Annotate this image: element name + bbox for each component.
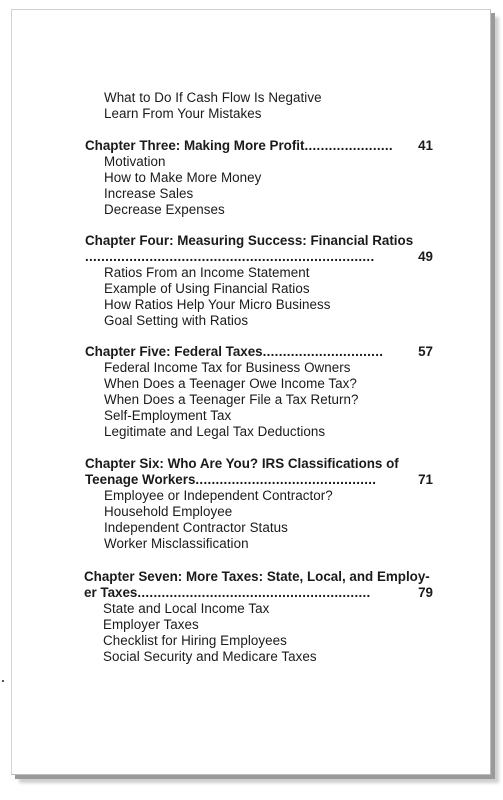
toc-subentry: Independent Contractor Status [104, 520, 288, 535]
chapter-title: er Taxes [84, 585, 138, 600]
toc-subentry: Decrease Expenses [104, 202, 225, 217]
toc-subentry: Social Security and Medicare Taxes [103, 649, 317, 664]
toc-subentry: Legitimate and Legal Tax Deductions [104, 424, 326, 439]
toc-subentry: Learn From Your Mistakes [104, 106, 262, 121]
toc-subentry: How to Make More Money [104, 170, 262, 185]
toc-subentry: Increase Sales [104, 186, 194, 201]
dot-leader: ........................................................................ [85, 249, 375, 264]
chapter-title: Teenage Workers [85, 472, 196, 487]
chapter-page-number: 49 [418, 249, 433, 264]
chapter-page-number: 71 [418, 472, 433, 487]
chapter-page-number: 79 [418, 585, 433, 600]
toc-subentry: Employer Taxes [103, 617, 199, 632]
chapter-heading-five [85, 344, 433, 360]
chapter-title: Chapter Five: Federal Taxes [85, 344, 263, 359]
toc-subentry: When Does a Teenager Owe Income Tax? [104, 376, 357, 391]
chapter-heading-continued [85, 472, 433, 488]
toc-subentry: Self-Employment Tax [104, 408, 232, 423]
toc-subentry: Federal Income Tax for Business Owners [104, 360, 351, 375]
toc-subentry: What to Do If Cash Flow Is Negative [104, 90, 322, 105]
dot-leader: .............................. [262, 344, 384, 359]
dot-leader: .......................................................... [137, 585, 371, 600]
chapter-page-number: 41 [418, 138, 433, 153]
toc-subentry: Worker Misclassification [104, 536, 249, 551]
chapter-heading-three [85, 138, 433, 154]
chapter-heading-four: Chapter Four: Measuring Success: Financial Ratios [85, 233, 414, 248]
chapter-heading-six: Chapter Six: Who Are You? IRS Classifications of [85, 456, 399, 471]
chapter-page-number: 57 [418, 344, 433, 359]
toc-subentry: Employee or Independent Contractor? [104, 488, 333, 503]
chapter-heading-continued [84, 585, 433, 601]
toc-subentry: Checklist for Hiring Employees [103, 633, 287, 648]
toc-subentry: Goal Setting with Ratios [104, 313, 249, 328]
chapter-heading-seven: Chapter Seven: More Taxes: State, Local, and Employ- [84, 569, 430, 584]
toc-subentry: Example of Using Financial Ratios [104, 281, 310, 296]
toc-subentry: Motivation [104, 154, 166, 169]
toc-subentry: Ratios From an Income Statement [104, 265, 310, 280]
toc-subentry: Household Employee [104, 504, 233, 519]
dot-leader: ...................... [304, 138, 393, 153]
toc-subentry: State and Local Income Tax [103, 601, 270, 616]
toc-subentry: When Does a Teenager File a Tax Return? [104, 392, 359, 407]
toc-subentry: How Ratios Help Your Micro Business [104, 297, 331, 312]
chapter-leader-line [85, 249, 433, 265]
chapter-title: Chapter Three: Making More Profit [85, 138, 305, 153]
dot-leader: ............................................. [195, 472, 377, 487]
scan-speck [2, 680, 4, 682]
